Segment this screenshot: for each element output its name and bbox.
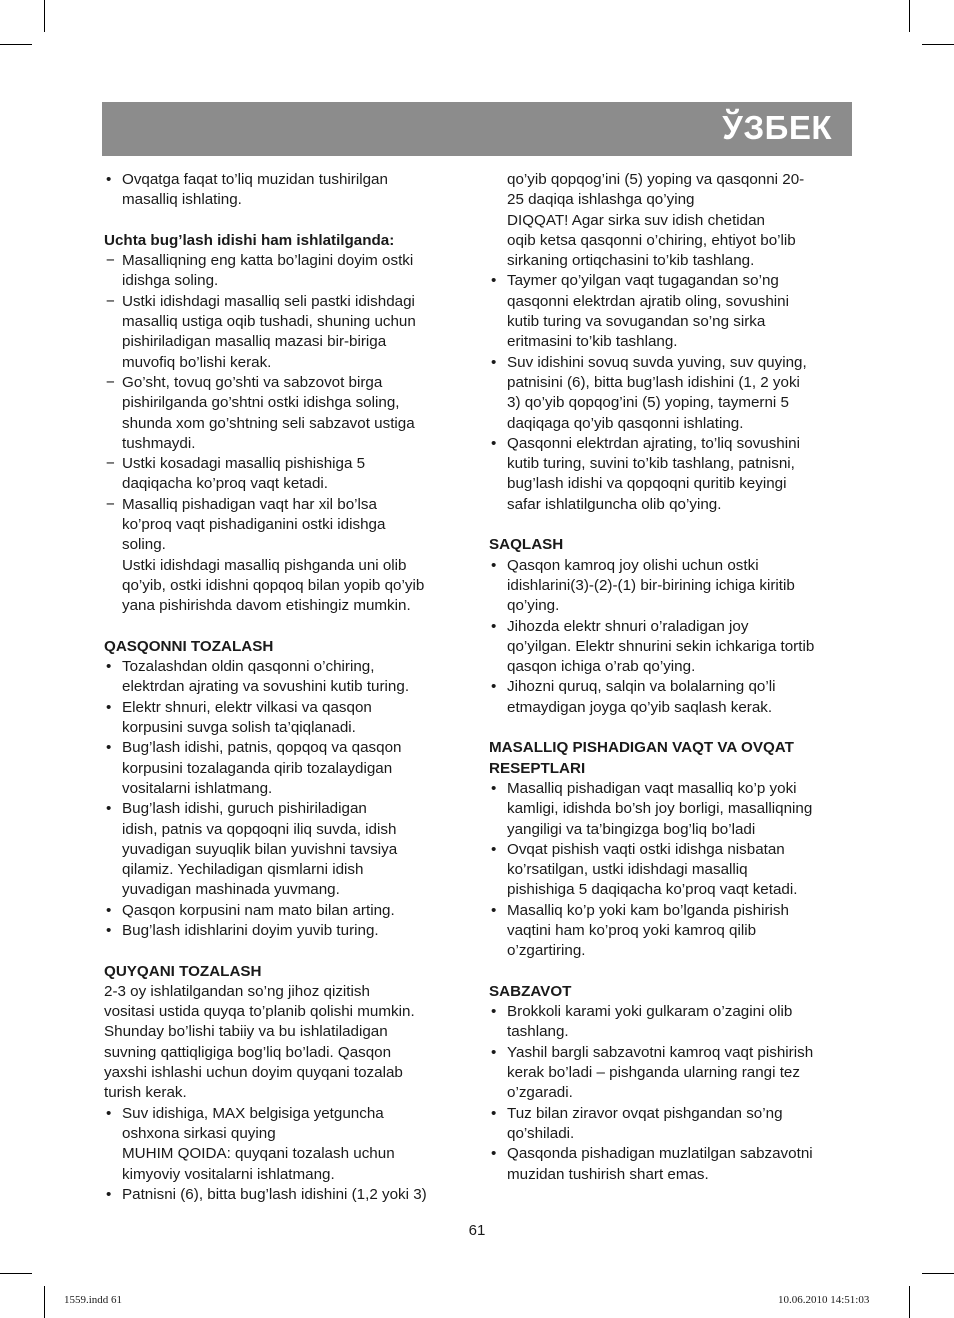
crop-mark [0, 44, 32, 45]
list-item [104, 1104, 466, 1185]
bullet-marker: • [491, 901, 497, 919]
list-item-line: idishga soling. [122, 272, 219, 290]
bullet-marker: • [106, 171, 112, 188]
right-column [489, 170, 855, 1185]
list-item-line: bug’lash idishi va qopqoqni quritib keyingi [507, 475, 787, 493]
left-column [104, 170, 466, 1205]
list-item-line: Masalliq pishadigan vaqt masalliq ko’p yoki [507, 779, 797, 797]
text-line: DIQQAT! Agar sirka suv idish chetidan [507, 211, 766, 229]
list-item-line: masalliq ishlating. [122, 191, 242, 209]
list-item [489, 353, 855, 434]
list-item-line: kimyoviy vositalarni ishlatmang. [122, 1165, 335, 1183]
language-title: ЎЗБЕК [722, 109, 832, 146]
list-item [489, 1104, 855, 1145]
list-item-line: kutib turing va sovugandan so’ng sirka [507, 313, 766, 331]
text-line: turish kerak. [104, 1084, 187, 1102]
three-steamers-list [104, 251, 466, 616]
section-heading-vegetables: SABZAVOT [489, 982, 572, 1000]
list-item-line: Masalliq ko’p yoki kam bo’lganda pishirish [507, 901, 789, 919]
list-item [489, 840, 855, 901]
list-item-line: Bug’lash idishi, patnis, qopqoq va qasqon [122, 739, 402, 757]
list-item [104, 738, 466, 799]
slug-file-info: 1559.indd 61 [64, 1294, 123, 1306]
bullet-marker: • [491, 779, 497, 797]
list-item-line: Ustki kosadagi masalliq pishishiga 5 [122, 455, 366, 473]
list-item-line: patnisini (6), bitta bug’lash idishini (1, 2 yoki [507, 373, 800, 391]
bullet-marker: • [106, 739, 112, 757]
crop-mark [44, 1286, 45, 1318]
list-item-line: qo’yilgan. Elektr shnurini sekin ichkariga tortib [507, 637, 815, 655]
list-item-line: Jihozni quruq, salqin va bolalarning qo’li [507, 678, 776, 696]
list-item-line: etmaydigan joyga qo’yib saqlash kerak. [507, 698, 773, 716]
bullet-marker: • [106, 921, 112, 939]
list-item-line: pishishiga 5 daqiqacha ko’proq vaqt ketadi. [507, 881, 798, 899]
descaling-paragraph [104, 982, 466, 1104]
list-item-line: kutib turing, suvini to’kib tashlang, patnisni, [507, 455, 795, 473]
list-item-line: Bug’lash idishlarini doyim yuvib turing. [122, 921, 379, 939]
list-item [489, 434, 855, 515]
language-header-bar [102, 102, 852, 156]
cleaning-list [104, 657, 466, 941]
list-item-line: Qasqonda pishadigan muzlatilgan sabzavotni [507, 1145, 813, 1163]
text-line: suvning qattiqligiga bog’liq bo’ladi. Qasqon [104, 1043, 392, 1061]
section-heading-storage: SAQLASH [489, 536, 564, 554]
descaling-list-continued [489, 271, 855, 515]
list-item [104, 170, 466, 211]
list-item-line: daqiqaga qo’yib qasqonni ishlating. [507, 414, 744, 432]
list-item-line: Tuz bilan ziravor ovqat pishgandan so’ng [507, 1104, 783, 1122]
text-line: 2-3 oy ishlatilgandan so’ng jihoz qizitish [104, 982, 370, 1000]
list-item-line: oshxona sirkasi quying [122, 1124, 276, 1142]
list-item-line: 3) qo’yib qopqog’ini (5) yoping, taymerni 5 [507, 394, 789, 412]
intro-list [104, 170, 466, 211]
bullet-marker: • [106, 1185, 112, 1203]
text-line: yaxshi ishlashi uchun doyim quyqani tozalab [104, 1064, 403, 1082]
list-item [104, 251, 466, 292]
crop-mark [0, 1273, 32, 1274]
dash-marker: − [106, 455, 115, 473]
list-item [489, 1144, 855, 1185]
text-line: qo’yib qopqog’ini (5) yoping va qasqonni 20- [507, 171, 805, 188]
cooking-times-heading-line2: RESEPTLARI [489, 759, 586, 777]
list-item-line: Ustki idishdagi masalliq pishganda uni olib [122, 556, 407, 574]
list-item [104, 657, 466, 698]
list-item-line: idishlarini(3)-(2)-(1) bir-birining ichiga kiritib [507, 576, 795, 594]
list-item-line: yuvadigan mashinada yuvmang. [122, 881, 340, 899]
slug-date-info: 10.06.2010 14:51:03 [778, 1294, 870, 1306]
list-item [104, 495, 466, 617]
list-item-line: o’zgaradi. [507, 1084, 573, 1102]
bullet-marker: • [491, 1104, 497, 1122]
bullet-marker: • [491, 617, 497, 635]
list-item [104, 373, 466, 454]
list-item-line: muvofiq bo’lishi kerak. [122, 353, 272, 371]
list-item-line: tashlang. [507, 1023, 569, 1041]
list-item-line: Ovqatga faqat to’liq muzidan tushirilgan [122, 171, 388, 188]
list-item-line: pishirilganda go’shtni ostki idishga soling, [122, 394, 400, 412]
list-item [489, 556, 855, 617]
list-item-line: Qasqon kamroq joy olishi uchun ostki [507, 556, 759, 574]
dash-marker: − [106, 292, 115, 310]
list-item-line: Patnisni (6), bitta bug’lash idishini (1,2 yoki 3) [122, 1185, 427, 1203]
list-item-line: Qasqonni elektrdan ajrating, to’liq sovushini [507, 434, 800, 452]
list-item-line: Ustki idishdagi masalliq seli pastki idishdagi [122, 292, 415, 310]
text-line: oqib ketsa qasqonni o’chiring, ehtiyot bo’lib [507, 231, 796, 249]
bullet-marker: • [106, 1104, 112, 1122]
crop-mark [909, 1286, 910, 1318]
list-item-line: Bug’lash idishi, guruch pishiriladigan [122, 800, 367, 818]
list-item [104, 799, 466, 900]
list-item-line: qo’yib, ostki idishni qopqoq bilan yopib qo’yib [122, 576, 425, 594]
list-item-line: ko’proq vaqt pishadiganini ostki idishga [122, 516, 386, 534]
list-item [489, 271, 855, 352]
dash-marker: − [106, 495, 115, 513]
bullet-marker: • [106, 800, 112, 818]
list-item [104, 901, 466, 921]
section-heading-three-steamers: Uchta bug’lash idishi ham ishlatilganda: [104, 231, 395, 249]
bullet-marker: • [491, 556, 497, 574]
list-item-line: Ovqat pishish vaqti ostki idishga nisbatan [507, 840, 785, 858]
list-item-line: o’zgartiring. [507, 942, 586, 960]
list-item-line: MUHIM QOIDA: quyqani tozalash uchun [122, 1145, 395, 1163]
list-item-line: eritmasini to’kib tashlang. [507, 333, 678, 351]
list-item-line: Brokkoli karami yoki gulkaram o’zagini olib [507, 1003, 793, 1021]
bullet-marker: • [491, 434, 497, 452]
list-item-line: Yashil bargli sabzavotni kamroq vaqt pishirish [507, 1043, 814, 1061]
list-item-line: Masalliqning eng katta bo’lagini doyim ostki [122, 252, 414, 270]
page-number: 61 [468, 1222, 486, 1239]
list-item-line: Suv idishini sovuq suvda yuving, suv quying, [507, 353, 807, 371]
list-item-line: masalliq ustiga oqib tushadi, shuning uchun [122, 313, 416, 331]
bullet-marker: • [106, 901, 112, 919]
list-item-line: qilamiz. Yechiladigan qismlarni idish [122, 861, 364, 879]
list-item-line: Qasqon korpusini nam mato bilan arting. [122, 901, 395, 919]
list-item-line: daqiqacha ko’proq vaqt ketadi. [122, 475, 329, 493]
list-item-line: yuvadigan suyuqlik bilan yuvishni tavsiya [122, 840, 398, 858]
bullet-marker: • [491, 272, 497, 290]
crop-mark [44, 0, 45, 32]
bullet-marker: • [106, 698, 112, 716]
bullet-marker: • [491, 1003, 497, 1021]
list-item-line: vaqtini ham ko’proq yoki kamroq qilib [507, 921, 757, 939]
list-item [489, 779, 855, 840]
list-item-line: ko’rsatilgan, ustki idishdagi masalliq [507, 861, 748, 879]
list-item-line: Taymer qo’yilgan vaqt tugagandan so’ng [507, 272, 779, 290]
list-item-line: soling. [122, 536, 166, 554]
list-item-line: korpusini suvga solish ta’qiqlanadi. [122, 719, 356, 737]
descaling-list [104, 1104, 466, 1205]
list-item-line: kerak bo’ladi – pishganda ularning rangi tez [507, 1064, 800, 1082]
list-item [489, 1043, 855, 1104]
list-item [104, 1185, 466, 1205]
list-item [104, 921, 466, 941]
section-heading-cleaning: QASQONNI TOZALASH [104, 637, 274, 655]
list-item-line: qo’ying. [507, 597, 560, 615]
list-item-line: Elektr shnuri, elektr vilkasi va qasqon [122, 698, 372, 716]
list-item-line: kamligi, idishda bo’sh joy borligi, masalliqning [507, 800, 813, 818]
list-item-line: muzidan tushirish shart emas. [507, 1165, 709, 1183]
list-item-line: Tozalashdan oldin qasqonni o’chiring, [122, 658, 375, 676]
section-heading-cooking-times [489, 738, 855, 779]
list-item [489, 677, 855, 718]
list-item-line: Go’sht, tovuq go’shti va sabzovot birga [122, 373, 383, 391]
list-item-line: Masalliq pishadigan vaqt har xil bo’lsa [122, 495, 377, 513]
crop-mark [922, 44, 954, 45]
crop-mark [922, 1273, 954, 1274]
section-heading-descaling: QUYQANI TOZALASH [104, 962, 262, 980]
list-item-line: pishiriladigan masalliq mazasi bir-biriga [122, 333, 387, 351]
bullet-marker: • [491, 1145, 497, 1163]
dash-marker: − [106, 252, 115, 270]
list-item-line: safar ishlatilguncha olib qo’ying. [507, 495, 722, 513]
text-line: vositasi ustida quyqa to’planib qolishi mumkin. [104, 1003, 415, 1021]
list-item [104, 454, 466, 495]
list-item-line: vositalarni ishlatmang. [122, 779, 273, 797]
list-item-line: qasqon ichiga o’rab qo’ying. [507, 658, 696, 676]
list-item-line: shunda xom go’shtning seli sabzavot ustiga [122, 414, 415, 432]
list-item [489, 901, 855, 962]
bullet-marker: • [491, 840, 497, 858]
list-item-line: korpusini tozalaganda qirib tozalaydigan [122, 759, 393, 777]
list-item [104, 292, 466, 373]
continued-item-text [489, 170, 855, 271]
list-item-line: tushmaydi. [122, 434, 196, 452]
list-item [104, 698, 466, 739]
text-line: sirkaning ortiqchasini to’kib tashlang. [507, 252, 755, 270]
list-item-line: yana pishirishda davom etishingiz mumkin. [122, 597, 411, 615]
bullet-marker: • [106, 658, 112, 676]
list-item [489, 1002, 855, 1043]
vegetables-list [489, 1002, 855, 1185]
list-item-line: qo’shiladi. [507, 1124, 575, 1142]
cooking-times-heading-line1: MASALLIQ PISHADIGAN VAQT VA OVQAT [489, 739, 794, 757]
cooking-times-list [489, 779, 855, 962]
bullet-marker: • [491, 678, 497, 696]
bullet-marker: • [491, 1043, 497, 1061]
list-item-line: yangiligi va ta’bingizga bog’liq bo’ladi [507, 820, 756, 838]
list-item-line: Suv idishiga, MAX belgisiga yetguncha [122, 1104, 384, 1122]
text-line: 25 daqiqa ishlashga qo’ying [507, 191, 695, 209]
text-line: Shunday bo’lishi tabiiy va bu ishlatiladigan [104, 1023, 388, 1041]
list-item [489, 617, 855, 678]
crop-mark [909, 0, 910, 32]
dash-marker: − [106, 373, 115, 391]
list-item-line: Jihozda elektr shnuri o’raladigan joy [507, 617, 749, 635]
list-item-line: qasqonni elektrdan ajratib oling, sovushini [507, 292, 789, 310]
bullet-marker: • [491, 353, 497, 371]
list-item-line: elektrdan ajrating va sovushini kutib turing. [122, 678, 410, 696]
storage-list [489, 556, 855, 718]
list-item-line: idish, patnis va qopqoqni iliq suvda, idish [122, 820, 397, 838]
